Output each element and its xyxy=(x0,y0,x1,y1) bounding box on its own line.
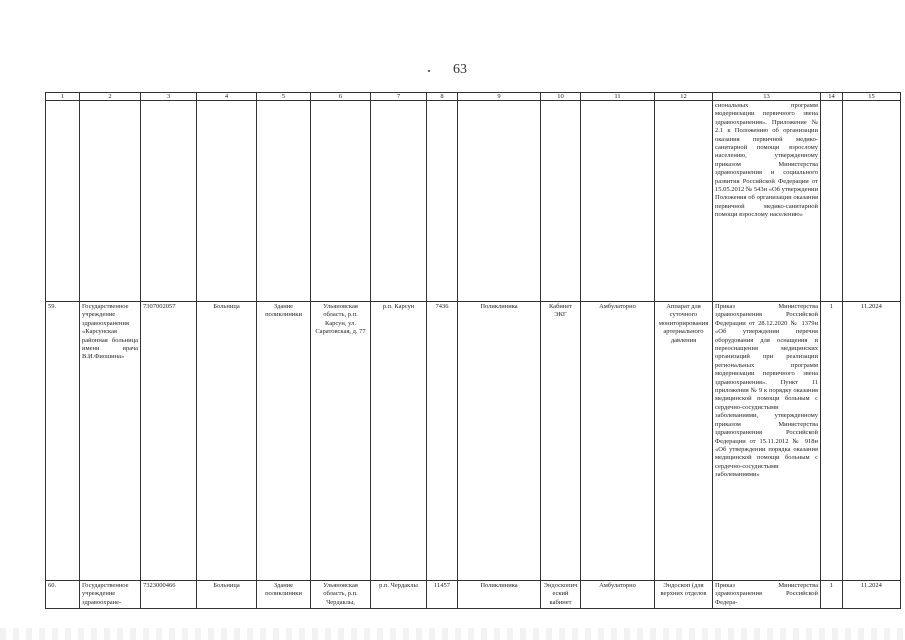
column-number-row xyxy=(46,93,901,101)
empty-cell xyxy=(655,101,713,302)
empty-cell xyxy=(257,101,311,302)
care-mode-cell: Амбулаторно xyxy=(581,302,655,581)
equipment-cell: Аппарат для суточного мониторирования артериального давления xyxy=(655,302,713,581)
building-cell: Здание поликлиники xyxy=(257,581,311,609)
division-cell: Поликлиника xyxy=(458,302,541,581)
column-number: 11 xyxy=(581,93,655,101)
row-number: 60. xyxy=(46,581,80,609)
column-number: 7 xyxy=(371,93,427,101)
empty-cell xyxy=(821,101,843,302)
column-number: 2 xyxy=(80,93,141,101)
column-number: 12 xyxy=(655,93,713,101)
empty-cell xyxy=(141,101,197,302)
population-cell: 11457 xyxy=(427,581,458,609)
column-number: 6 xyxy=(311,93,371,101)
institution-type-cell: Больница xyxy=(197,302,257,581)
column-number: 5 xyxy=(257,93,311,101)
register-table xyxy=(45,92,901,609)
empty-cell xyxy=(581,101,655,302)
column-number: 3 xyxy=(141,93,197,101)
quantity-cell: 1 xyxy=(821,581,843,609)
column-number: 13 xyxy=(713,93,821,101)
column-number: 4 xyxy=(197,93,257,101)
inn-cell: 7307002057 xyxy=(141,302,197,581)
organization-cell: Государственное учреждение здравоохранения «Карсунская районная больница имени врача В.И.Фиошина» xyxy=(80,302,141,581)
column-number: 1 xyxy=(46,93,80,101)
care-mode-cell: Амбулаторно xyxy=(581,581,655,609)
institution-type-cell: Больница xyxy=(197,581,257,609)
room-cell: Кабинет ЭКГ xyxy=(541,302,581,581)
column-number: 8 xyxy=(427,93,458,101)
organization-cell: Государственное учреждение здравоохране- xyxy=(80,581,141,609)
legal-basis-cell: сиональных программ модернизации первичного звена здравоохранения». Приложение № 2.1 к Положению об организации оказания первичной медико-санитарной помощи взрослому населению, утвержденному приказом Министерства здравоохранения и социального развития Российской Федерации от 15.05.2012 № 543н «Об утверждении Положения об организации оказания первичной медико-санитарной помощи взрослому населению» xyxy=(713,101,821,302)
locality-cell: р.п. Чердаклы xyxy=(371,581,427,609)
column-number: 9 xyxy=(458,93,541,101)
column-number: 15 xyxy=(843,93,901,101)
row-number: 59. xyxy=(46,302,80,581)
table-row xyxy=(46,581,901,609)
equipment-cell: Эндоскоп (для верхних отделов xyxy=(655,581,713,609)
date-cell: 11.2024 xyxy=(843,302,901,581)
quantity-cell: 1 xyxy=(821,302,843,581)
column-number: 10 xyxy=(541,93,581,101)
empty-cell xyxy=(311,101,371,302)
empty-cell xyxy=(80,101,141,302)
room-cell: Эндоскопический кабинет xyxy=(541,581,581,609)
empty-cell xyxy=(427,101,458,302)
address-cell: Ульяновская область, р.п. Карсун, ул. Саратовская, д. 77 xyxy=(311,302,371,581)
empty-cell xyxy=(197,101,257,302)
legal-basis-cell: Приказ Министерства здравоохранения Российской Федерации от 28.12.2020 № 1379н «Об утверждении перечня оборудования для оснащения и переоснащения медицинских организаций при реализации региональных программ модернизации первичного звена здравоохранения». Пункт 11 приложения № 9 к порядку оказания медицинской помощи больным с сердечно-сосудистыми заболеваниями, утвержденному приказом Министерства здравоохранения Российской Федерации от 15.11.2012 № 918н «Об утверждении порядка оказания медицинской помощи больным с сердечно-сосудистыми заболеваниями» xyxy=(713,302,821,581)
population-cell: 7436 xyxy=(427,302,458,581)
legal-basis-cell: Приказ Министерства здравоохранения Российской Федера- xyxy=(713,581,821,609)
locality-cell: р.п. Карсун xyxy=(371,302,427,581)
empty-cell xyxy=(46,101,80,302)
empty-cell xyxy=(371,101,427,302)
empty-cell xyxy=(458,101,541,302)
scan-dot xyxy=(428,70,430,72)
empty-cell xyxy=(843,101,901,302)
table-row xyxy=(46,302,901,581)
empty-cell xyxy=(541,101,581,302)
date-cell: 11.2024 xyxy=(843,581,901,609)
address-cell: Ульяновская область, р.п. Чердаклы, xyxy=(311,581,371,609)
column-number: 14 xyxy=(821,93,843,101)
division-cell: Поликлиника xyxy=(458,581,541,609)
scan-edge xyxy=(0,628,905,640)
page-number: 63 xyxy=(453,62,467,77)
inn-cell: 7323000466 xyxy=(141,581,197,609)
continuation-row xyxy=(46,101,901,302)
building-cell: Здание поликлиники xyxy=(257,302,311,581)
